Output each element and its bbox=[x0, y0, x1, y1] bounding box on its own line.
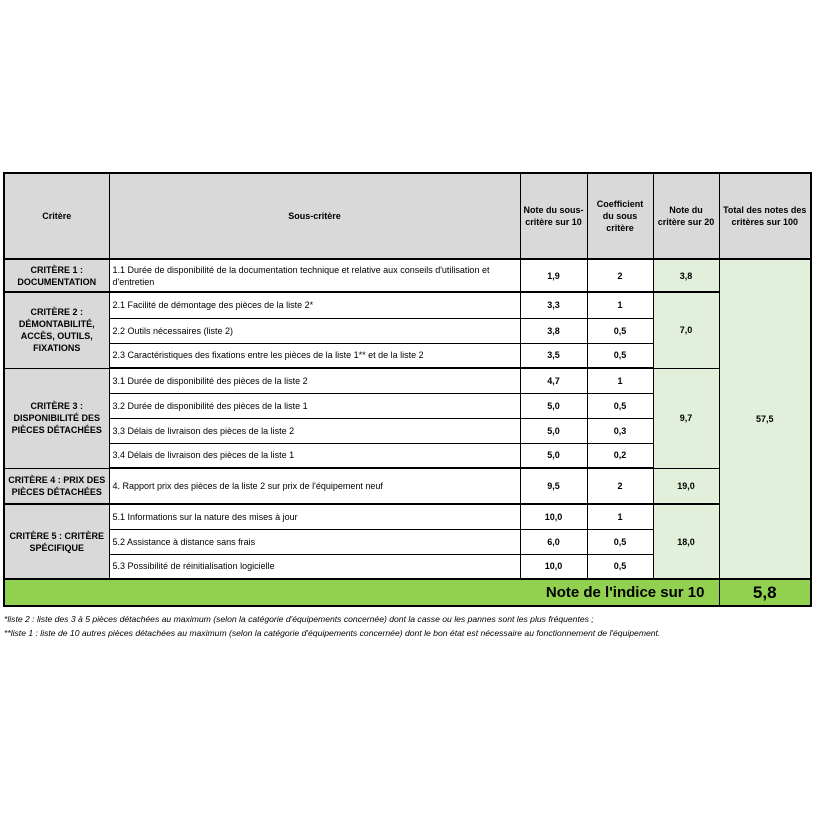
subcriterion-coefficient: 0,2 bbox=[587, 443, 653, 468]
subcriterion-score: 3,8 bbox=[520, 318, 587, 343]
subcriterion-score: 6,0 bbox=[520, 529, 587, 554]
subcriterion-label: 1.1 Durée de disponibilité de la documentation technique et relative aux conseils d'utilisation et d'entretien bbox=[109, 259, 520, 292]
subcriterion-label: 2.2 Outils nécessaires (liste 2) bbox=[109, 318, 520, 343]
criterion-score: 18,0 bbox=[653, 504, 719, 579]
criteria-row bbox=[4, 259, 811, 292]
subcriterion-label: 3.2 Durée de disponibilité des pièces de la liste 1 bbox=[109, 393, 520, 418]
header-sous-critere: Sous-critère bbox=[109, 173, 520, 259]
criterion-score: 7,0 bbox=[653, 292, 719, 368]
subcriterion-score: 5,0 bbox=[520, 418, 587, 443]
header-total: Total des notes des critères sur 100 bbox=[719, 173, 811, 259]
subcriterion-label: 2.1 Facilité de démontage des pièces de la liste 2* bbox=[109, 292, 520, 318]
repairability-index-table bbox=[3, 172, 812, 607]
criterion-name: CRITÈRE 5 : CRITÈRE SPÉCIFIQUE bbox=[4, 504, 109, 579]
footnote-liste-2: *liste 2 : liste des 3 à 5 pièces détachées au maximum (selon la catégorie d'équipements concernée) dont la casse ou les pannes sont les plus fréquentes ; bbox=[4, 614, 594, 624]
final-score-row bbox=[4, 579, 811, 606]
criterion-score: 3,8 bbox=[653, 259, 719, 292]
criteria-row bbox=[4, 368, 811, 393]
total-score: 57,5 bbox=[719, 259, 811, 579]
subcriterion-coefficient: 0,5 bbox=[587, 318, 653, 343]
header-note-sous-critere: Note du sous-critère sur 10 bbox=[520, 173, 587, 259]
subcriterion-score: 4,7 bbox=[520, 368, 587, 393]
subcriterion-coefficient: 1 bbox=[587, 504, 653, 529]
final-score-value: 5,8 bbox=[719, 579, 811, 606]
subcriterion-coefficient: 0,5 bbox=[587, 529, 653, 554]
subcriterion-label: 5.2 Assistance à distance sans frais bbox=[109, 529, 520, 554]
subcriterion-label: 5.3 Possibilité de réinitialisation logicielle bbox=[109, 554, 520, 579]
subcriterion-score: 3,5 bbox=[520, 343, 587, 368]
subcriterion-label: 5.1 Informations sur la nature des mises à jour bbox=[109, 504, 520, 529]
subcriterion-label: 3.4 Délais de livraison des pièces de la liste 1 bbox=[109, 443, 520, 468]
criteria-row bbox=[4, 468, 811, 504]
subcriterion-coefficient: 0,5 bbox=[587, 554, 653, 579]
criteria-row bbox=[4, 504, 811, 529]
header-coefficient: Coefficient du sous critère bbox=[587, 173, 653, 259]
header-critere: Critère bbox=[4, 173, 109, 259]
subcriterion-coefficient: 0,5 bbox=[587, 343, 653, 368]
subcriterion-coefficient: 2 bbox=[587, 259, 653, 292]
subcriterion-score: 9,5 bbox=[520, 468, 587, 504]
subcriterion-score: 1,9 bbox=[520, 259, 587, 292]
subcriterion-label: 3.3 Délais de livraison des pièces de la liste 2 bbox=[109, 418, 520, 443]
criterion-name: CRITÈRE 4 : PRIX DES PIÈCES DÉTACHÉES bbox=[4, 468, 109, 504]
subcriterion-score: 5,0 bbox=[520, 393, 587, 418]
subcriterion-label: 4. Rapport prix des pièces de la liste 2 sur prix de l'équipement neuf bbox=[109, 468, 520, 504]
subcriterion-coefficient: 0,5 bbox=[587, 393, 653, 418]
subcriterion-label: 2.3 Caractéristiques des fixations entre les pièces de la liste 1** et de la liste 2 bbox=[109, 343, 520, 368]
subcriterion-score: 10,0 bbox=[520, 554, 587, 579]
criterion-name: CRITÈRE 1 : DOCUMENTATION bbox=[4, 259, 109, 292]
subcriterion-score: 5,0 bbox=[520, 443, 587, 468]
subcriterion-coefficient: 2 bbox=[587, 468, 653, 504]
subcriterion-label: 3.1 Durée de disponibilité des pièces de la liste 2 bbox=[109, 368, 520, 393]
subcriterion-score: 10,0 bbox=[520, 504, 587, 529]
subcriterion-score: 3,3 bbox=[520, 292, 587, 318]
footnote-liste-1: **liste 1 : liste de 10 autres pièces détachées au maximum (selon la catégorie d'équipements concernée) dont le bon état est nécessaire au fonctionnement de l'équipement. bbox=[4, 628, 661, 638]
subcriterion-coefficient: 0,3 bbox=[587, 418, 653, 443]
header-note-critere: Note du critère sur 20 bbox=[653, 173, 719, 259]
header-row bbox=[4, 173, 811, 259]
criterion-name: CRITÈRE 2 : DÉMONTABILITÉ, ACCÈS, OUTILS, FIXATIONS bbox=[4, 292, 109, 368]
subcriterion-coefficient: 1 bbox=[587, 292, 653, 318]
criterion-score: 9,7 bbox=[653, 368, 719, 468]
final-score-label: Note de l'indice sur 10 bbox=[4, 579, 719, 606]
criterion-score: 19,0 bbox=[653, 468, 719, 504]
subcriterion-coefficient: 1 bbox=[587, 368, 653, 393]
criterion-name: CRITÈRE 3 : DISPONIBILITÉ DES PIÈCES DÉTACHÉES bbox=[4, 368, 109, 468]
criteria-row bbox=[4, 292, 811, 318]
